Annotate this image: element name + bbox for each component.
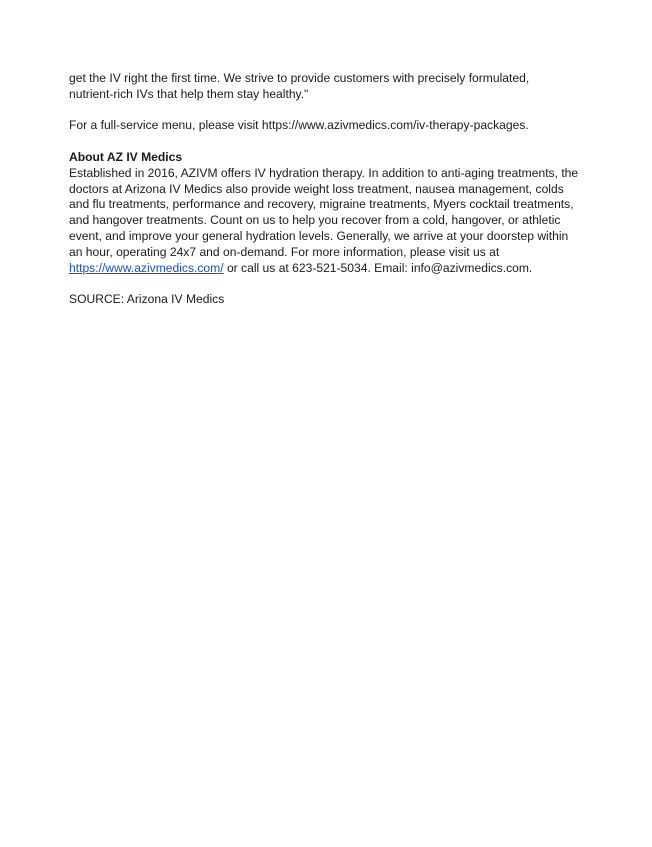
page-content (69, 71, 589, 308)
intro-quote-line: nutrient-rich IVs that help them stay healthy." (69, 86, 309, 101)
about-line: and hangover treatments. Count on us to help you recover from a cold, hangover, or athletic (69, 213, 561, 228)
about-section (69, 150, 589, 276)
source-text: SOURCE: Arizona IV Medics (69, 292, 225, 307)
intro-quote-line: get the IV right the first time. We strive to provide customers with precisely formulated, (69, 71, 530, 85)
paragraph-spacer (69, 276, 589, 292)
menu-note-text: For a full-service menu, please visit https://www.azivmedics.com/iv-therapy-packages. (69, 118, 529, 133)
menu-note-paragraph (69, 118, 589, 134)
contact-info-text: or call us at 623-521-5034. Email: info@azivmedics.com. (223, 260, 533, 275)
paragraph-spacer (69, 134, 589, 150)
source-paragraph (69, 292, 589, 308)
about-heading: About AZ IV Medics (69, 149, 183, 164)
website-link[interactable]: https://www.azivmedics.com/ (69, 260, 224, 275)
about-line: event, and improve your general hydration levels. Generally, we arrive at your doorstep within (69, 228, 569, 243)
about-line: and flu treatments, performance and recovery, migraine treatments, Myers cocktail treatments, (69, 197, 574, 212)
about-contact-line (69, 261, 589, 277)
intro-quote-paragraph (69, 71, 589, 103)
about-line: Established in 2016, AZIVM offers IV hydration therapy. In addition to anti-aging treatments, the (69, 165, 579, 180)
paragraph-spacer (69, 103, 589, 119)
about-line: an hour, operating 24x7 and on-demand. For more information, please visit us at (69, 244, 500, 259)
about-line: doctors at Arizona IV Medics also provide weight loss treatment, nausea management, colds (69, 181, 564, 196)
